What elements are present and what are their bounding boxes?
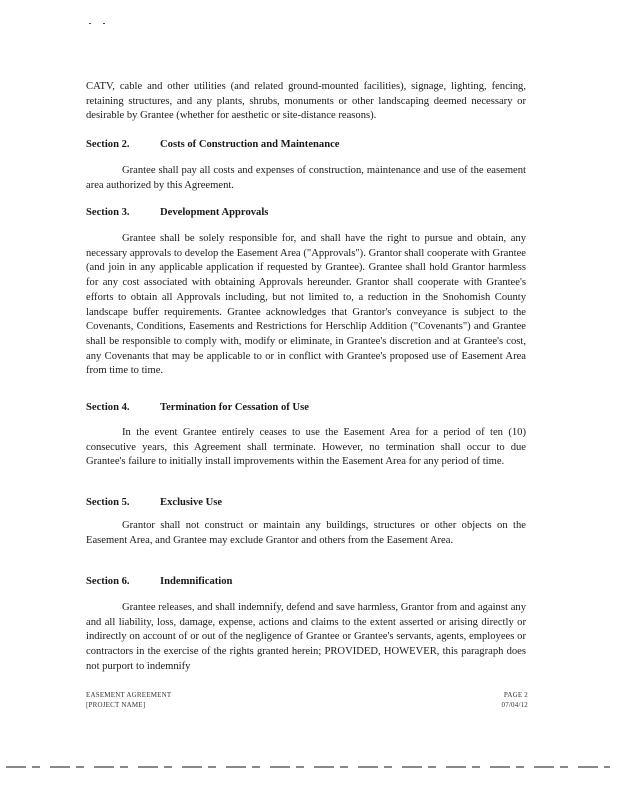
- section-number: Section 4.: [86, 402, 130, 413]
- section-3-body: Grantee shall be solely responsible for, and shall have the right to pursue and obtain, any necessary approvals to develop the Easement Area ("Approvals"). Grantor shall cooperate with Grantee (and join in any applicable application if requested by Grantee). Grantee shall hold Grantor harmless for any cost associated with obtaining Approvals hereunder. Grantor shall cooperate with Grantee's efforts to obtain all Approvals including, but not limited to, a reduction in the Snohomish County landscape buffer requirements. Grantee acknowledges that Grantor's conveyance is subject to the Covenants, Conditions, Easements and Restrictions for Herschlip Addition ("Covenants") and Grantee shall be responsible to comply with, modify or eliminate, in Grantee's discretion and at Grantee's cost, any Covenants that may be applicable to or in conflict with Grantee's proposed use of Easement Area from time to time.: [86, 233, 526, 377]
- scan-edge-line: [6, 766, 610, 768]
- section-number: Section 2.: [86, 139, 130, 150]
- section-6-heading: [86, 576, 526, 587]
- section-number: Section 3.: [86, 207, 130, 218]
- footer-document-title: EASEMENT AGREEMENT: [86, 691, 172, 699]
- scan-speck: [103, 23, 105, 24]
- section-title: Indemnification: [160, 576, 233, 587]
- footer-left: [86, 690, 171, 710]
- section-2-body: Grantee shall pay all costs and expenses of construction, maintenance and use of the easement area authorized by this Agreement.: [86, 165, 526, 191]
- section-4-heading: [86, 402, 526, 413]
- section-title: Termination for Cessation of Use: [160, 402, 309, 413]
- scan-speck: [89, 23, 91, 24]
- section-title: Development Approvals: [160, 207, 269, 218]
- section-number: Section 5.: [86, 497, 130, 508]
- footer-page-number: PAGE 2: [503, 691, 528, 699]
- section-4-body: In the event Grantee entirely ceases to use the Easement Area for a period of ten (10) consecutive years, this Agreement shall terminate. However, no termination shall occur to due Grantee's failure to initially install improvements within the Easement Area for any period of time.: [86, 427, 526, 468]
- footer-right: [470, 690, 528, 710]
- footer-project-name: [PROJECT NAME]: [86, 701, 146, 709]
- section-6-body: Grantee releases, and shall indemnify, defend and save harmless, Grantor from and against any and all liability, loss, damage, expense, actions and claims to the extent asserted or arising directly or indirectly on account of or out of the negligence of Grantee or Grantee's servants, agents, employees or contractors in the exercise of the rights granted herein; PROVIDED, HOWEVER, this paragraph does not purport to indemnify: [86, 602, 526, 672]
- section-title: Exclusive Use: [160, 497, 223, 508]
- section-number: Section 6.: [86, 576, 130, 587]
- section-5-body: Grantor shall not construct or maintain any buildings, structures or other objects on the Easement Area, and Grantee may exclude Grantor and others from the Easement Area.: [86, 520, 526, 546]
- section-5-heading: [86, 497, 526, 508]
- section-2-heading: [86, 139, 526, 150]
- section-3-heading: [86, 207, 526, 218]
- continuation-paragraph: CATV, cable and other utilities (and related ground-mounted facilities), signage, lighting, fencing, retaining structures, and any plants, shrubs, monuments or other landscaping deemed necessary or desirable by Grantee (whether for aesthetic or site-distance reasons).: [86, 81, 526, 122]
- section-title: Costs of Construction and Maintenance: [160, 139, 340, 150]
- footer-date: 07/04/12: [501, 701, 528, 709]
